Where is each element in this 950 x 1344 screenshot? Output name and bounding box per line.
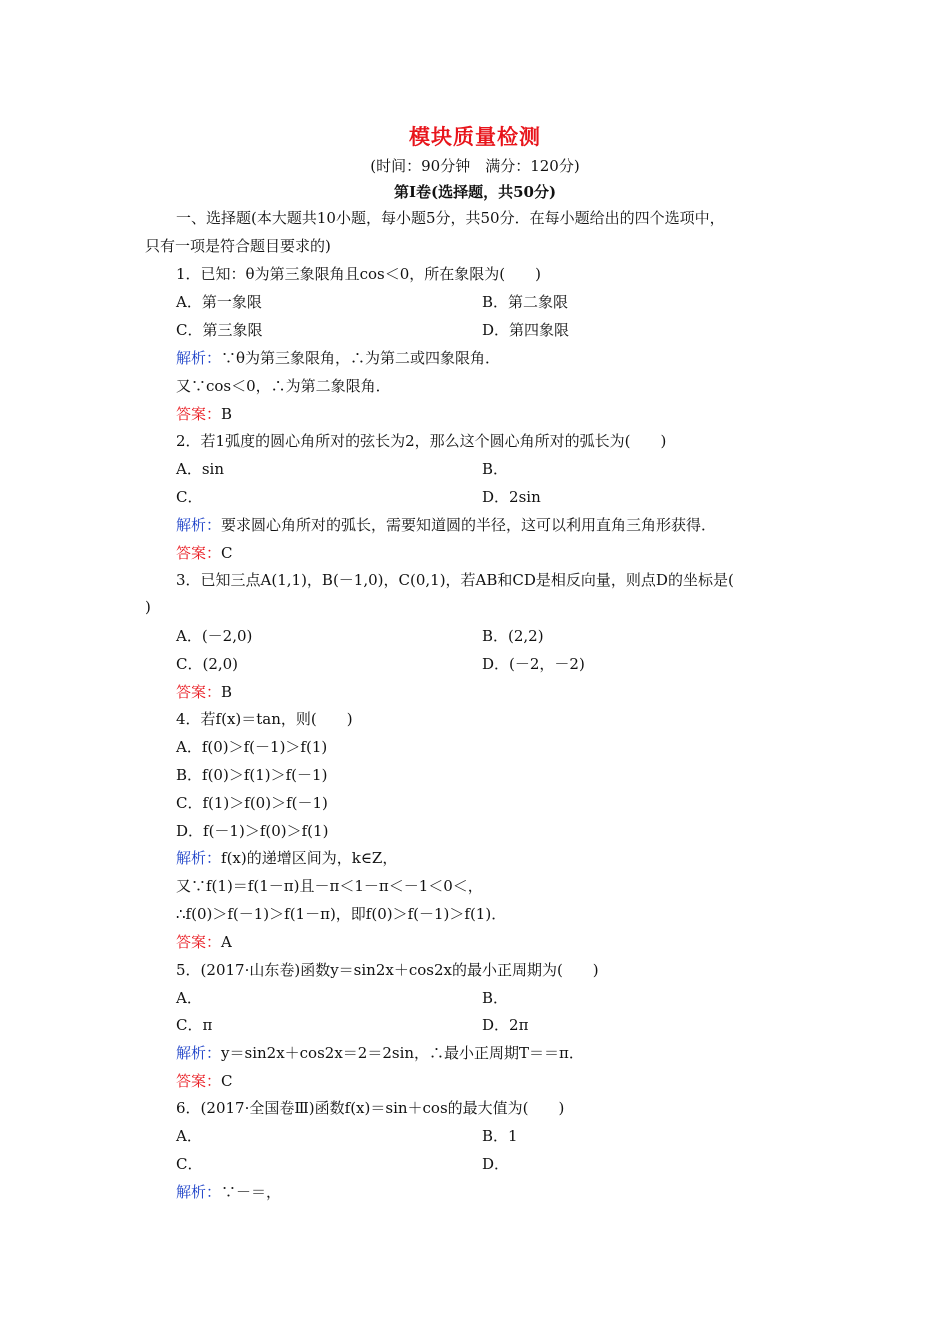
q1-option-b: B．第二象限 [482,293,569,311]
q1-answer [176,404,232,424]
answer-label: 答案： [176,1072,222,1090]
q4-option-a: A．f(0)＞f(－1)＞f(1) [176,738,328,756]
q2-option-b: B． [482,460,509,478]
q2-option-a: A．sin [176,460,224,478]
q4-answer [176,932,232,952]
q4-option-d: D．f(－1)＞f(0)＞f(1) [176,822,329,840]
solution-label: 解析： [176,516,222,534]
solution-label: 解析： [176,1183,222,1201]
q2-solution [176,515,716,535]
solution-label: 解析： [176,1044,222,1062]
answer-label: 答案： [176,683,222,701]
q3-answer-value: B [221,683,233,701]
solution-label: 解析： [176,349,222,367]
q5-option-d: D．2π [482,1016,529,1034]
q2-option-c: C． [176,488,203,506]
q1-answer-value: B [221,405,233,423]
q4-solution-line-3: ∴f(0)＞f(－1)＞f(1－π)，即f(0)＞f(－1)＞f(1)． [176,905,507,923]
answer-label: 答案： [176,544,222,562]
exam-subtitle: (时间：90分钟 满分：120分) [370,157,580,175]
q6-solution [176,1182,281,1202]
q1-option-a: A．第一象限 [176,293,262,311]
q2-answer-value: C [221,544,233,562]
q4-solution-text: f(x)的递增区间为，k∈Z， [221,849,398,867]
q6-option-c: C． [176,1155,203,1173]
q2-option-d: D．2sin [482,488,541,506]
answer-label: 答案： [176,933,222,951]
q1-option-c: C．第三象限 [176,321,263,339]
q2-stem: 2．若1弧度的圆心角所对的弦长为2，那么这个圆心角所对的弧长为( ) [176,432,667,450]
q5-answer-value: C [221,1072,233,1090]
q3-option-d: D．(－2，－2) [482,655,585,673]
q4-option-b: B．f(0)＞f(1)＞f(－1) [176,766,328,784]
q5-option-a: A． [176,989,202,1007]
q5-option-b: B． [482,989,509,1007]
q5-solution-text: y＝sin2x＋cos2x＝2＝2sin，∴最小正周期T＝＝π． [221,1044,584,1062]
q3-answer [176,682,232,702]
q1-option-d: D．第四象限 [482,321,570,339]
q4-option-c: C．f(1)＞f(0)＞f(－1) [176,794,328,812]
part-heading: 第Ⅰ卷(选择题，共50分) [393,183,557,201]
q1-solution-text: ∵θ为第三象限角，∴为第二或四象限角． [221,349,501,367]
q6-option-a: A． [176,1127,202,1145]
q3-stem-line-2: ) [145,598,151,616]
page-title: 模块质量检测 [409,125,541,149]
q2-solution-text: 要求圆心角所对的弧长，需要知道圆的半径，这可以利用直角三角形获得． [221,516,717,534]
q6-option-b: B．1 [482,1127,518,1145]
q5-option-c: C．π [176,1016,213,1034]
q6-stem: 6．(2017·全国卷Ⅲ)函数f(x)＝sin＋cos的最大值为( ) [176,1099,565,1117]
q6-solution-text: ∵－＝， [221,1183,282,1201]
q3-stem: 3．已知三点A(1,1)，B(－1,0)，C(0,1)，若AB和CD是相反向量，则点D的坐标是( [176,571,734,589]
q1-stem: 1．已知：θ为第三象限角且cos＜0，所在象限为( ) [176,265,541,283]
q3-option-b: B．(2,2) [482,627,544,645]
q4-solution [176,848,397,868]
answer-label: 答案： [176,405,222,423]
q5-solution [176,1043,584,1063]
q4-answer-value: A [221,933,232,951]
q1-solution [176,348,500,368]
q5-stem: 5．(2017·山东卷)函数y＝sin2x＋cos2x的最小正周期为( ) [176,961,599,979]
intro-line-1: 一、选择题(本大题共10小题，每小题5分，共50分．在每小题给出的四个选项中， [176,209,725,227]
q4-solution-line-2: 又∵f(1)＝f(1－π)且－π＜1－π＜－1＜0＜， [176,877,483,895]
q2-answer [176,543,233,563]
q3-option-c: C．(2,0) [176,655,239,673]
intro-line-2: 只有一项是符合题目要求的) [145,237,331,255]
q1-solution-line-2: 又∵cos＜0，∴为第二象限角． [176,377,391,395]
q5-answer [176,1071,233,1091]
q4-stem: 4．若f(x)＝tan，则( ) [176,710,353,728]
solution-label: 解析： [176,849,222,867]
q3-option-a: A．(－2,0) [176,627,253,645]
q6-option-d: D． [482,1155,510,1173]
